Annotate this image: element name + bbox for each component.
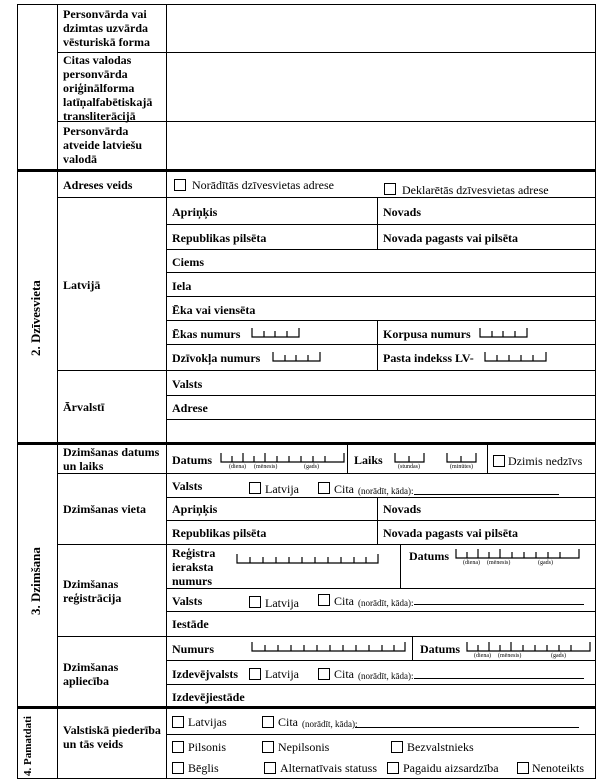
label-bezvalstnieks: Bezvalstnieks: [407, 740, 474, 754]
label-registered-address: Norādītās dzīvesvietas adrese: [192, 178, 334, 192]
comb-birth-date[interactable]: [221, 451, 345, 463]
checkbox-bezvalstnieks[interactable]: [391, 741, 403, 753]
label-nepilsonis: Nepilsonis: [278, 740, 330, 754]
comb-korpuss[interactable]: [480, 326, 528, 338]
label-birth-certificate: Dzimšanas apliecība: [63, 660, 119, 688]
label-reg-other: Cita: [334, 594, 354, 608]
checkbox-cert-other[interactable]: [318, 668, 330, 680]
label-birth-date-time: Dzimšanas datums un laiks: [63, 445, 160, 473]
comb-minutes[interactable]: [447, 451, 477, 463]
label-building-number: Ēkas numurs: [172, 327, 241, 341]
label-eka: Ēka vai viensēta: [172, 303, 256, 317]
label-date: Datums: [172, 453, 213, 467]
checkbox-reg-other[interactable]: [318, 594, 330, 606]
label-cert-date: Datums: [420, 642, 461, 656]
comb-cert-date[interactable]: [467, 640, 591, 652]
hint-minutes: (minūtes): [450, 464, 473, 470]
label-birth-registration: Dzimšanas reģistrācija: [63, 577, 122, 605]
checkbox-pilsonis[interactable]: [172, 741, 184, 753]
comb-building-number[interactable]: [252, 326, 300, 338]
checkbox-birth-other[interactable]: [318, 482, 330, 494]
label-issuing-country: Izdevējvalsts: [172, 667, 238, 681]
label-cert-latvia: Latvija: [265, 667, 299, 681]
label-other-citizen-note: (norādīt, kāda):: [302, 719, 358, 729]
label-stillborn: Dzimis nedzīvs: [508, 454, 583, 468]
hint-reg-year: (gads): [538, 560, 553, 566]
hint-reg-month: (mēnesis): [487, 560, 511, 566]
label-cert-other-note: (norādīt, kāda):: [358, 671, 414, 681]
comb-postcode[interactable]: [485, 350, 547, 362]
checkbox-other-citizen[interactable]: [262, 716, 274, 728]
label-latvian-form: Personvārda atveide latviešu valodā: [63, 124, 142, 166]
checkbox-cert-latvia[interactable]: [249, 668, 261, 680]
input-reg-other[interactable]: [414, 604, 584, 605]
label-birth-latvia: Latvija: [265, 482, 299, 496]
checkbox-stillborn[interactable]: [493, 455, 505, 467]
checkbox-beglis[interactable]: [172, 762, 184, 774]
checkbox-temp-protection[interactable]: [387, 762, 399, 774]
label-postcode: Pasta indekss LV-: [383, 351, 474, 365]
label-address-type: Adreses veids: [63, 178, 133, 192]
field-historic-name[interactable]: [168, 6, 594, 51]
label-issuing-institution: Izdevējiestāde: [172, 690, 245, 704]
comb-cert-number[interactable]: [252, 640, 406, 652]
checkbox-undetermined[interactable]: [517, 762, 529, 774]
label-korpuss: Korpusa numurs: [383, 327, 471, 341]
hint-cert-year: (gads): [551, 653, 566, 659]
checkbox-nepilsonis[interactable]: [262, 741, 274, 753]
checkbox-latvian-citizen[interactable]: [172, 716, 184, 728]
label-ciems: Ciems: [172, 255, 204, 269]
label-nov-city: Novada pagasts vai pilsēta: [383, 231, 519, 245]
checkbox-alt-status[interactable]: [264, 762, 276, 774]
label-alt-status: Alternatīvais statuss: [280, 761, 377, 775]
label-cert-other: Cita: [334, 667, 354, 681]
label-novads: Novads: [383, 205, 422, 219]
hint-reg-day: (diena): [463, 560, 480, 566]
checkbox-declared-address[interactable]: [384, 183, 396, 195]
comb-hours[interactable]: [395, 451, 425, 463]
label-birth-rep-city: Republikas pilsēta: [172, 526, 267, 540]
checkbox-registered-address[interactable]: [174, 179, 186, 191]
label-temp-protection: Pagaidu aizsardzība: [403, 761, 499, 775]
section-title-basic-data: 4. Pamatdati: [22, 716, 34, 776]
label-time: Laiks: [354, 453, 383, 467]
comb-apartment[interactable]: [273, 350, 321, 362]
hint-cert-month: (mēnesis): [498, 653, 522, 659]
section-title-residence: 2. Dzīvesvieta: [28, 280, 43, 356]
label-beglis: Bēglis: [188, 761, 219, 775]
comb-reg-number[interactable]: [237, 552, 379, 564]
hint-year: (gads): [304, 464, 319, 470]
label-undetermined: Nenoteikts: [532, 761, 584, 775]
section-title-birth: 3. Dzimšana: [28, 547, 43, 615]
label-reg-date: Datums: [409, 549, 450, 563]
checkbox-birth-latvia[interactable]: [249, 482, 261, 494]
label-birth-novads: Novads: [383, 502, 422, 516]
label-birth-place: Dzimšanas vieta: [63, 502, 146, 516]
label-abroad: Ārvalstī: [63, 400, 105, 414]
label-birth-other-note: (norādīt, kāda):: [358, 486, 414, 496]
hint-cert-day: (diena): [474, 653, 491, 659]
label-birth-apr: Apriņķis: [172, 502, 218, 516]
label-birth-country: Valsts: [172, 479, 203, 493]
label-latvian-citizen: Latvijas: [188, 715, 227, 729]
label-birth-nov-city: Novada pagasts vai pilsēta: [383, 526, 519, 540]
label-other-citizen: Cita: [278, 715, 298, 729]
label-institution: Iestāde: [172, 617, 209, 631]
hint-month: (mēnesis): [254, 464, 278, 470]
hint-hours: (stundas): [398, 464, 420, 470]
label-birth-other: Cita: [334, 482, 354, 496]
label-historic-name: Personvārda vai dzimtas uzvārda vēsturiskā forma: [63, 7, 150, 49]
input-cert-other[interactable]: [414, 678, 584, 679]
label-country: Valsts: [172, 377, 203, 391]
input-birth-other[interactable]: [414, 494, 559, 495]
field-latvian-form[interactable]: [168, 123, 594, 167]
hint-day: (diena): [229, 464, 246, 470]
label-reg-latvia: Latvija: [265, 596, 299, 610]
label-address: Adrese: [172, 401, 208, 415]
label-citizenship: Valstiskā piederība un tās veids: [63, 723, 161, 751]
input-other-citizen[interactable]: [355, 727, 579, 728]
label-apr: Apriņķis: [172, 205, 218, 219]
label-declared-address: Deklarētās dzīvesvietas adrese: [402, 183, 549, 197]
label-in-latvia: Latvijā: [63, 278, 101, 292]
label-apartment: Dzīvokļa numurs: [172, 351, 261, 365]
label-reg-country: Valsts: [172, 594, 203, 608]
label-reg-number: Reģistra ieraksta numurs: [172, 546, 216, 588]
label-reg-other-note: (norādīt, kāda):: [358, 598, 414, 608]
label-transliteration: Citas valodas personvārda oriģinālforma latīņalfabētiskajā transliterācijā: [63, 53, 153, 123]
label-cert-number: Numurs: [172, 642, 215, 656]
label-rep-city: Republikas pilsēta: [172, 231, 267, 245]
checkbox-reg-latvia[interactable]: [249, 596, 261, 608]
field-transliteration[interactable]: [168, 54, 594, 120]
comb-reg-date[interactable]: [456, 547, 580, 559]
label-iela: Iela: [172, 279, 192, 293]
label-pilsonis: Pilsonis: [188, 740, 227, 754]
